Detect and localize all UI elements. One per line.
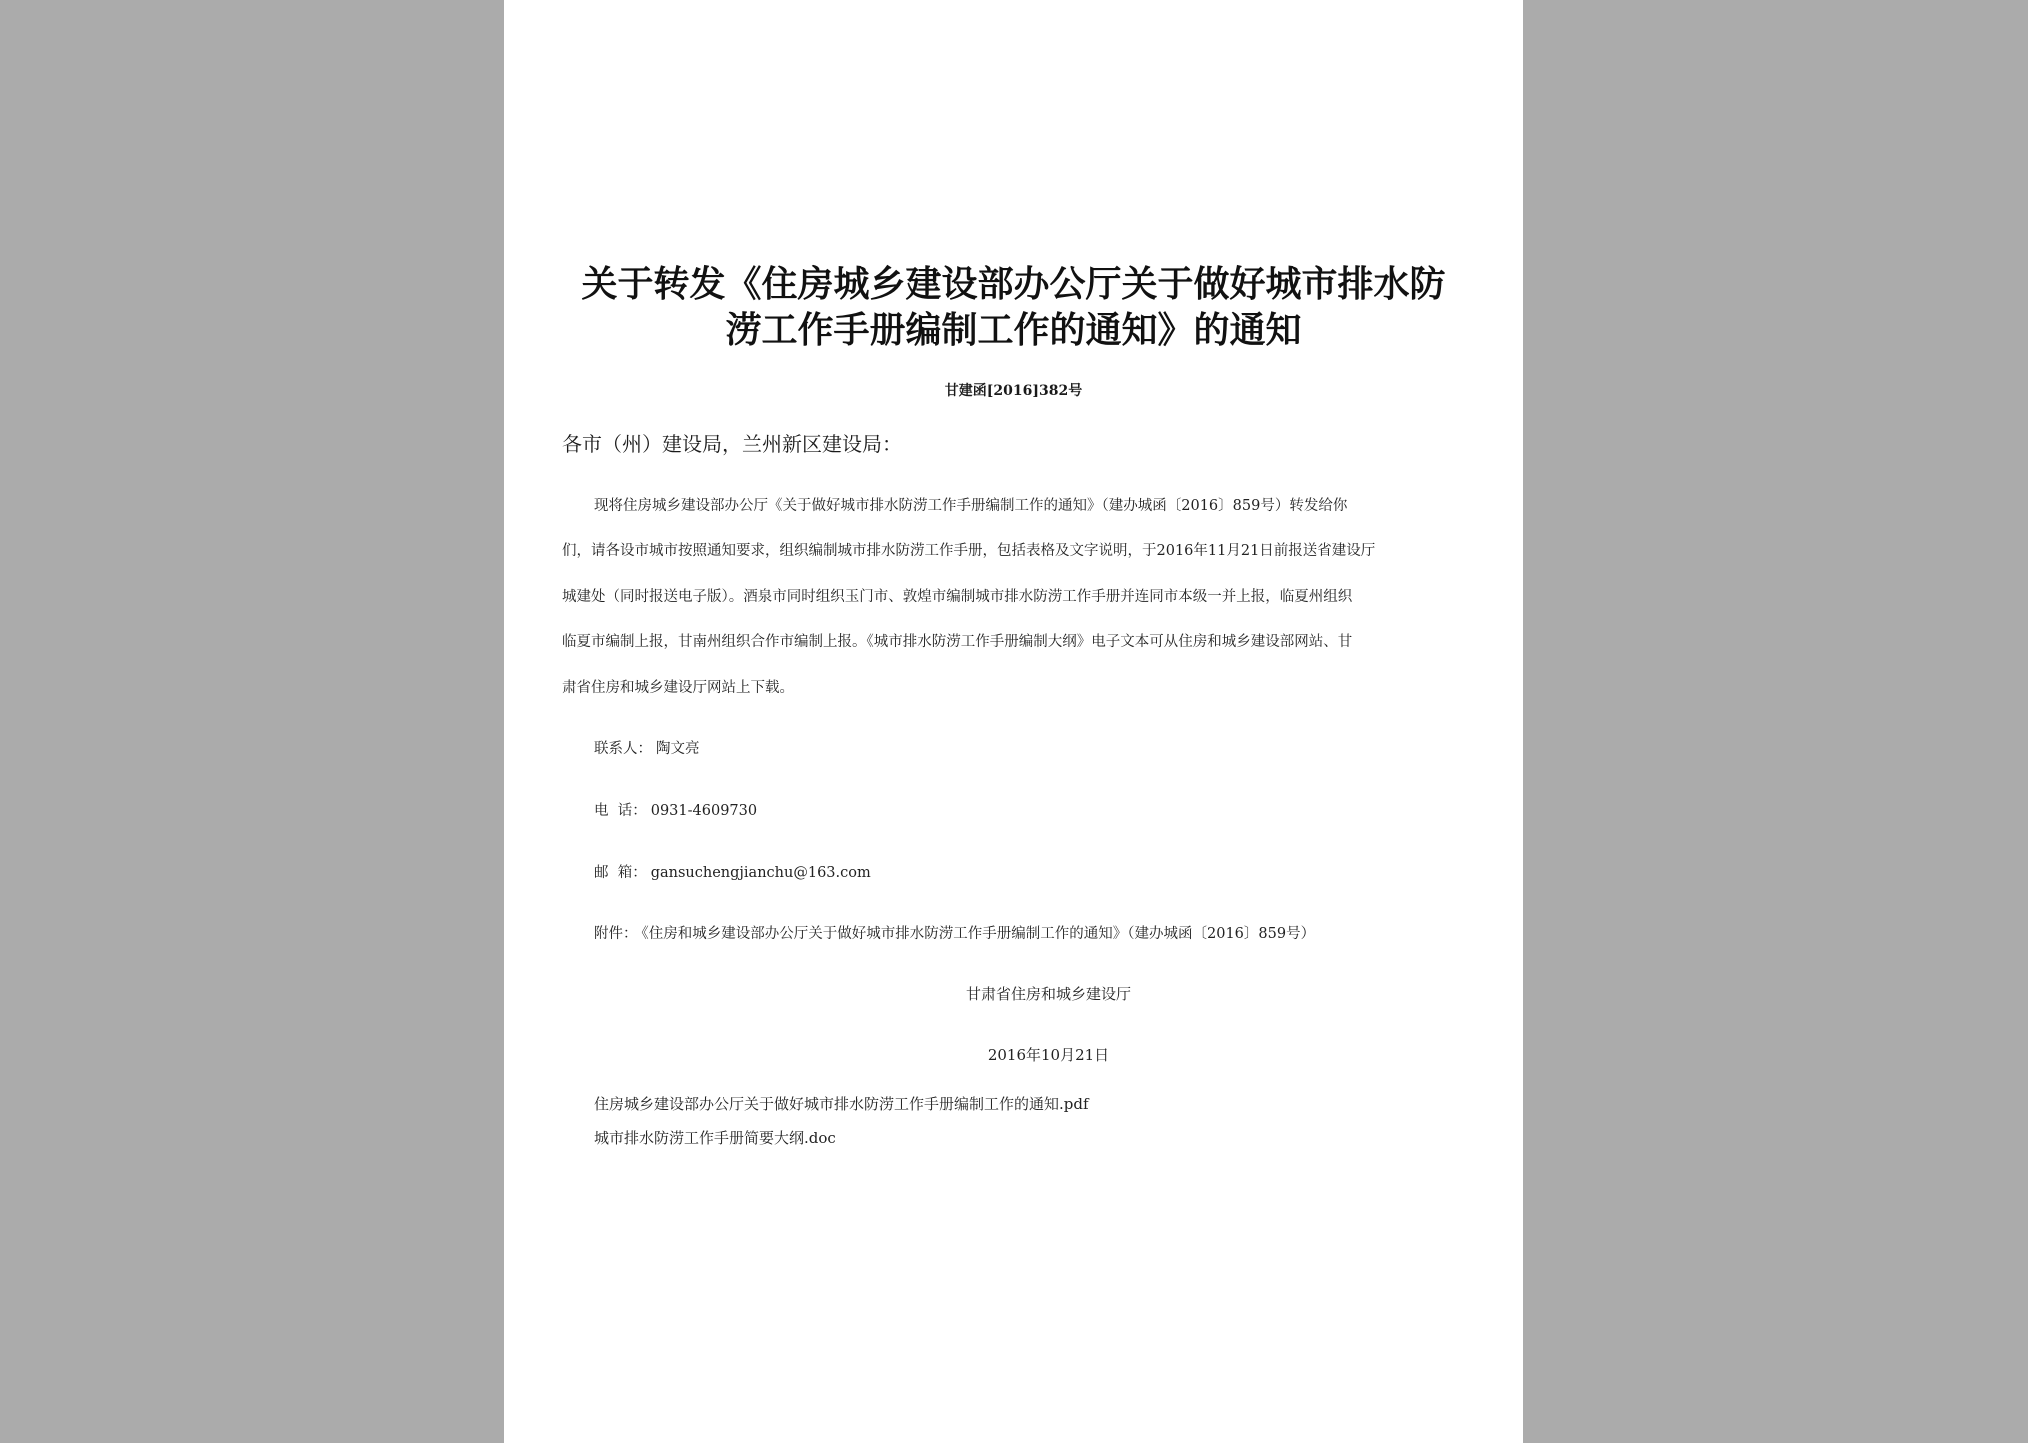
phone-label: 电 话：: [594, 803, 647, 819]
title-line-1: 关于转发《住房城乡建设部办公厅关于做好城市排水防: [581, 264, 1446, 305]
attachment-field: [594, 922, 1315, 943]
attachment-file-pdf[interactable]: 住房城乡建设部办公厅关于做好城市排水防涝工作手册编制工作的通知.pdf: [594, 1095, 1089, 1113]
document-title: [504, 262, 1523, 354]
email-field: [594, 861, 871, 882]
body-line-4: 临夏市编制上报，甘南州组织合作市编制上报。《城市排水防涝工作手册编制大纲》电子文本可从住房和城乡建设部网站、甘: [562, 634, 1353, 650]
contact-person: [594, 737, 700, 758]
contact-label: 联系人：: [594, 741, 652, 757]
document-page: [504, 0, 1523, 1443]
attachment-label: 附件：: [594, 926, 638, 942]
contact-value: 陶文亮: [656, 741, 700, 757]
body-line-2: 们，请各设市城市按照通知要求，组织编制城市排水防涝工作手册，包括表格及文字说明，于2016年11月21日前报送省建设厅: [562, 543, 1376, 559]
body-line-5: 肃省住房和城乡建设厅网站上下载。: [562, 680, 794, 696]
attachment-file-doc[interactable]: 城市排水防涝工作手册简要大纲.doc: [594, 1129, 836, 1147]
issuer: 甘肃省住房和城乡建设厅: [965, 985, 1131, 1003]
attachment-value: 《住房和城乡建设部办公厅关于做好城市排水防涝工作手册编制工作的通知》（建办城函〔2016〕859号）: [641, 926, 1316, 942]
body-line-1: 现将住房城乡建设部办公厅《关于做好城市排水防涝工作手册编制工作的通知》（建办城函〔2016〕859号）转发给你: [594, 498, 1348, 514]
salutation: 各市（州）建设局，兰州新区建设局：: [562, 432, 902, 456]
phone-value: 0931-4609730: [650, 803, 758, 819]
email-value: gansuchengjianchu@163.com: [650, 865, 871, 881]
title-line-2: 涝工作手册编制工作的通知》的通知: [725, 310, 1302, 351]
issue-date: 2016年10月21日: [987, 1046, 1110, 1064]
email-label: 邮 箱：: [594, 865, 647, 881]
phone-field: [594, 799, 757, 820]
body-line-3: 城建处（同时报送电子版）。酒泉市同时组织玉门市、敦煌市编制城市排水防涝工作手册并连同市本级一并上报，临夏州组织: [562, 589, 1353, 605]
document-number: 甘建函[2016]382号: [944, 383, 1083, 399]
